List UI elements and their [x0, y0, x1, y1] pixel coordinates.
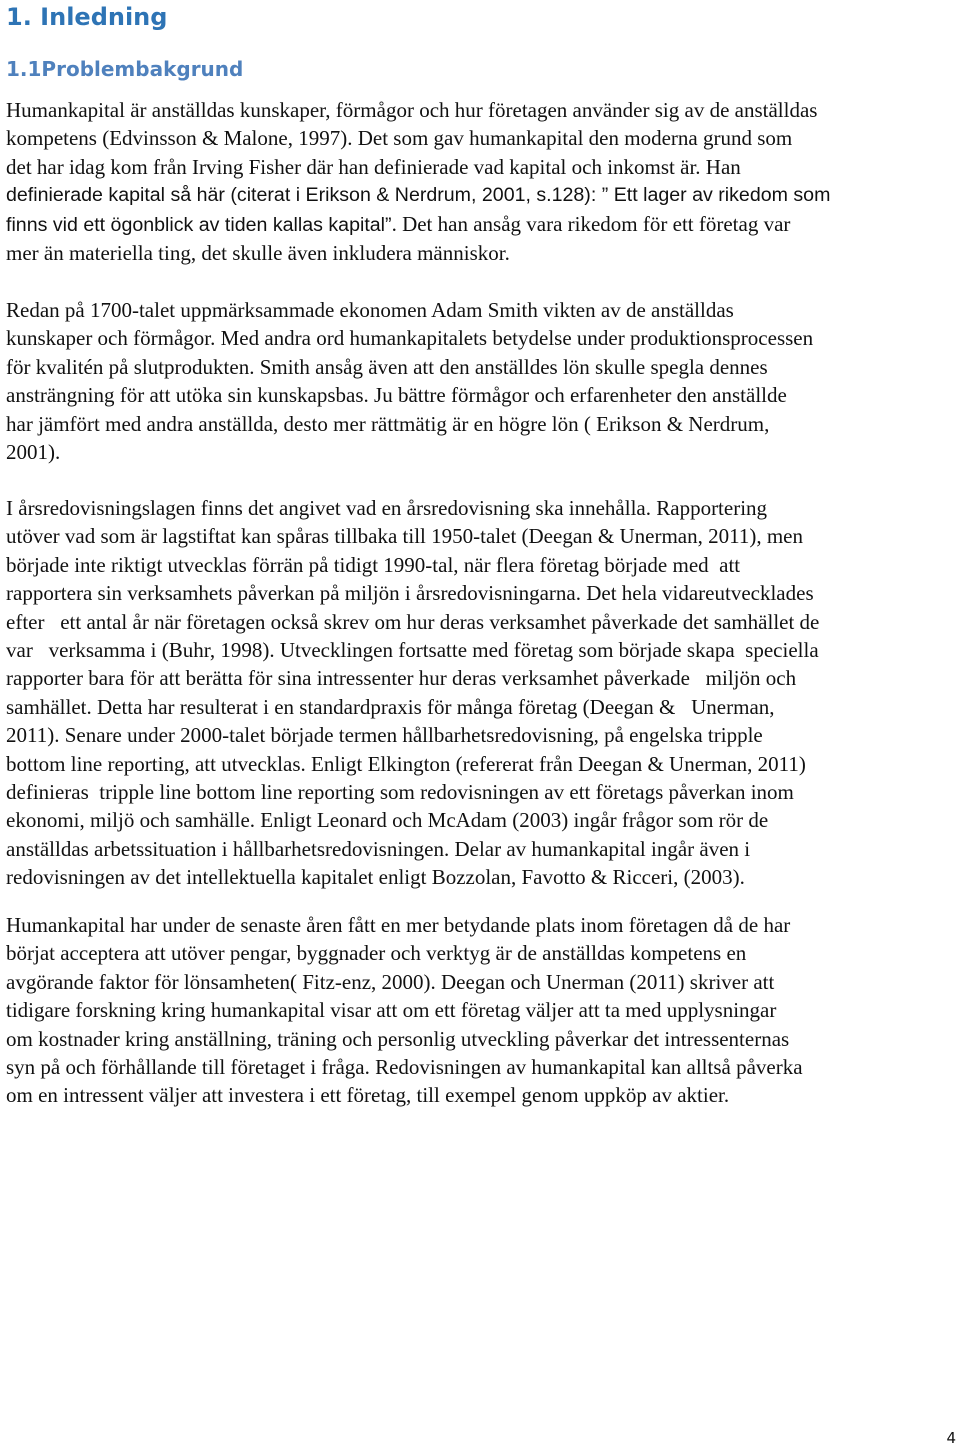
paragraph-line: började inte riktigt utvecklas förrän på tidigt 1990-tal, när flera företag började med att: [6, 552, 741, 577]
paragraph-humankapital-definition: [6, 96, 958, 267]
paragraph-line: 2011). Senare under 2000-talet började termen hållbarhetsredovisning, på engelska tripple: [6, 723, 763, 748]
paragraph-line: Humankapital har under de senaste åren fått en mer betydande plats inom företagen då de har: [6, 913, 791, 937]
paragraph-line: bottom line reporting, att utvecklas. Enligt Elkington (refererat från Deegan & Unerman, 2011): [6, 751, 806, 776]
paragraph-line: samhället. Detta har resulterat i en standardpraxis för många företag (Deegan & Unerman,: [6, 694, 775, 719]
paragraph-line: kunskaper och förmågor. Med andra ord humankapitalets betydelse under produktionsprocessen: [6, 326, 814, 351]
page-number: 4: [946, 1429, 956, 1447]
paragraph-line: ekonomi, miljö och samhälle. Enligt Leonard och McAdam (2003) ingår frågor som rör de: [6, 808, 769, 833]
paragraph-line: redovisningen av det intellektuella kapitalet enligt Bozzolan, Favotto & Ricceri, (2003).: [6, 865, 745, 890]
paragraph-adam-smith: [6, 296, 958, 466]
paragraph-line: börjat acceptera att utöver pengar, byggnader och verktyg är de anställdas kompetens en: [6, 941, 747, 966]
paragraph-line: avgörande faktor för lönsamheten( Fitz-enz, 2000). Deegan och Unerman (2011) skriver att: [6, 969, 775, 994]
paragraph-line: har jämfört med andra anställda, desto mer rättmätig är en högre lön ( Erikson & Nerdrum,: [6, 411, 770, 436]
paragraph-line: Redan på 1700-talet uppmärksammade ekonomen Adam Smith vikten av de anställdas: [6, 298, 734, 322]
paragraph-line: Humankapital är anställdas kunskaper, förmågor och hur företagen använder sig av de anställdas: [6, 98, 818, 122]
paragraph-line: anställdas arbetssituation i hållbarhetsredovisningen. Delar av humankapital ingår även i: [6, 836, 751, 861]
paragraph-line: [6, 181, 958, 209]
paragraph-humankapital-plats: [6, 911, 958, 1110]
paragraph-line: syn på och förhållande till företaget i fråga. Redovisningen av humankapital kan alltså påverka: [6, 1055, 803, 1080]
paragraph-line: kompetens (Edvinsson & Malone, 1997). Det som gav humankapital den moderna grund som: [6, 126, 793, 151]
paragraph-hallbarhetsredovisning: [6, 494, 958, 892]
paragraph-line: var verksamma i (Buhr, 1998). Utvecklingen fortsatte med företag som började skapa speciella: [6, 638, 819, 663]
paragraph-line: rapporter bara för att berätta för sina intressenter hur deras verksamhet påverkade miljön och: [6, 666, 797, 691]
paragraph-line: om kostnader kring anställning, träning och personlig utveckling påverkar det intressenternas: [6, 1026, 790, 1051]
quote-text: finns vid ett ögonblick av tiden kallas kapital”: [6, 213, 392, 236]
citation-text: definierade kapital så här (citerat i Erikson & Nerdrum, 2001, s.128):: [6, 184, 597, 207]
paragraph-line: [6, 210, 958, 239]
paragraph-line: 2001).: [6, 440, 61, 465]
paragraph-line: för kvalitén på slutprodukten. Smith ansåg även att den anställdes lön skulle spegla dennes: [6, 354, 768, 379]
chapter-heading: 1. Inledning: [6, 3, 168, 31]
paragraph-line: tidigare forskning kring humankapital visar att om ett företag väljer att ta med upplysningar: [6, 998, 777, 1023]
paragraph-line: definieras tripple line bottom line reporting som redovisningen av ett företags påverkan inom: [6, 780, 794, 805]
paragraph-text: . Det han ansåg vara rikedom för ett företag var: [391, 211, 791, 236]
section-heading: 1.1Problembakgrund: [6, 57, 244, 81]
paragraph-line: mer än materiella ting, det skulle även inkludera människor.: [6, 241, 510, 266]
paragraph-line: utöver vad som är lagstiftat kan spåras tillbaka till 1950-talet (Deegan & Unerman, 2011), men: [6, 524, 803, 549]
quote-text: ” Ett lager av rikedom som: [596, 184, 831, 207]
paragraph-line: om en intressent väljer att investera i ett företag, till exempel genom uppköp av aktier.: [6, 1083, 730, 1108]
paragraph-line: det har idag kom från Irving Fisher där han definierade vad kapital och inkomst är. Han: [6, 154, 741, 179]
paragraph-line: I årsredovisningslagen finns det angivet vad en årsredovisning ska innehålla. Rapportering: [6, 496, 768, 520]
paragraph-line: rapportera sin verksamhets påverkan på miljön i årsredovisningarna. Det hela vidareutvecklades: [6, 581, 814, 606]
paragraph-line: efter ett antal år när företagen också skrev om hur deras verksamhet påverkade det samhället de: [6, 609, 820, 634]
paragraph-line: ansträngning för att utöka sin kunskapsbas. Ju bättre förmågor och erfarenheter den anställde: [6, 383, 787, 408]
